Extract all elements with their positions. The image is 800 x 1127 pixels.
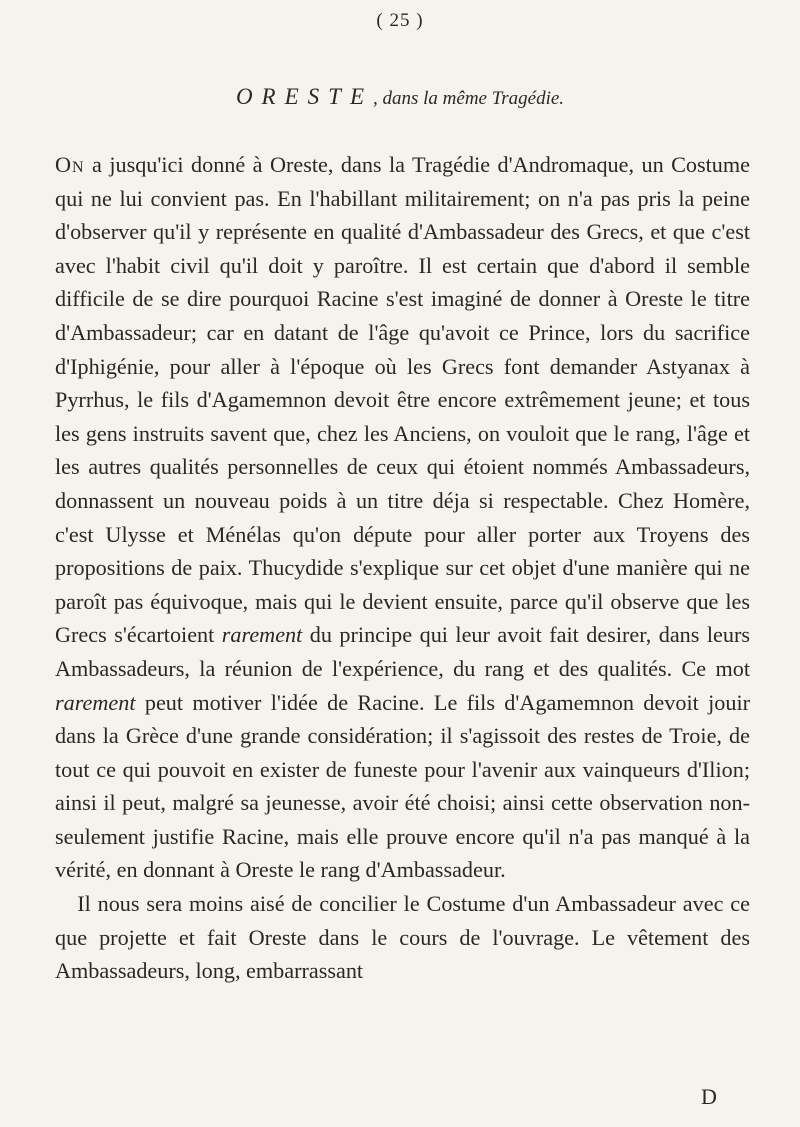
paragraph-text: peut motiver l'idée de Racine. Le fils d'Agamemnon devoit jouir dans la Grèce d'une grande considération; il s'agissoit des restes de Troie, de tout ce qui pouvoit en exister de funeste pour l'avenir aux vainqueurs d'Ilion; ainsi il peut, malgré sa jeunesse, avoir été choisi; ainsi cette observation non-seulement justifie Racine, mais elle prouve encore qu'il n'a pas manqué à la vérité, en donnant à Oreste le rang d'Ambassadeur.: [55, 689, 750, 883]
signature-mark: D: [701, 1084, 717, 1109]
paragraph-text: a jusqu'ici donné à Oreste, dans la Tragédie d'Andromaque, un Costume qui ne lui convient pas. En l'habillant militairement; on n'a pas pris la peine d'observer qu'il y représente en qualité d'Ambassadeur des Grecs, et que c'est avec l'habit civil qu'il doit y paroître. Il est certain que d'abord il semble difficile de se dire pourquoi Racine s'est imaginé de donner à Oreste le titre d'Ambassadeur; car en datant de l'âge qu'avoit ce Prince, lors du sacrifice d'Iphigénie, pour aller à l'époque où les Grecs font demander Astyanax à Pyrrhus, le fils d'Agamemnon devoit être encore extrêmement jeune; et tous les gens instruits savent que, chez les Anciens, on vouloit que le rang, l'âge et les autres qualités personnelles de ceux qui étoient nommés Ambassadeurs, donnassent un nouveau poids à un titre déja si respectable. Chez Homère, c'est Ulysse et Ménélas qu'on députe pour aller porter aux Troyens des propositions de paix. Thucydide s'explique sur cet objet d'une manière qui ne paroît pas équivoque, mais qui le devient ensuite, parce qu'il observe que les Grecs s'écartoient: [55, 152, 750, 648]
page-number: ( 25 ): [376, 10, 424, 31]
body-text: [55, 148, 750, 988]
heading-subtitle: , dans la même Tragédie.: [373, 88, 565, 109]
paragraph-text: du principe qui leur avoit fait desirer, dans leurs Ambassadeurs, la réunion de l'expérience, du rang et des qualités. Ce mot: [55, 622, 750, 681]
paragraph-1: [55, 148, 750, 887]
italic-word: rarement: [55, 689, 136, 715]
italic-word: rarement: [221, 622, 303, 648]
section-heading: [0, 84, 800, 110]
paragraph-2: Il nous sera moins aisé de concilier le Costume d'un Ambassadeur avec ce que projette et fait Oreste dans le cours de l'ouvrage. Le vêtement des Ambassadeurs, long, embarrassant: [55, 891, 750, 984]
paragraph-lead: On: [55, 152, 85, 177]
heading-name: ORESTE: [235, 84, 373, 109]
